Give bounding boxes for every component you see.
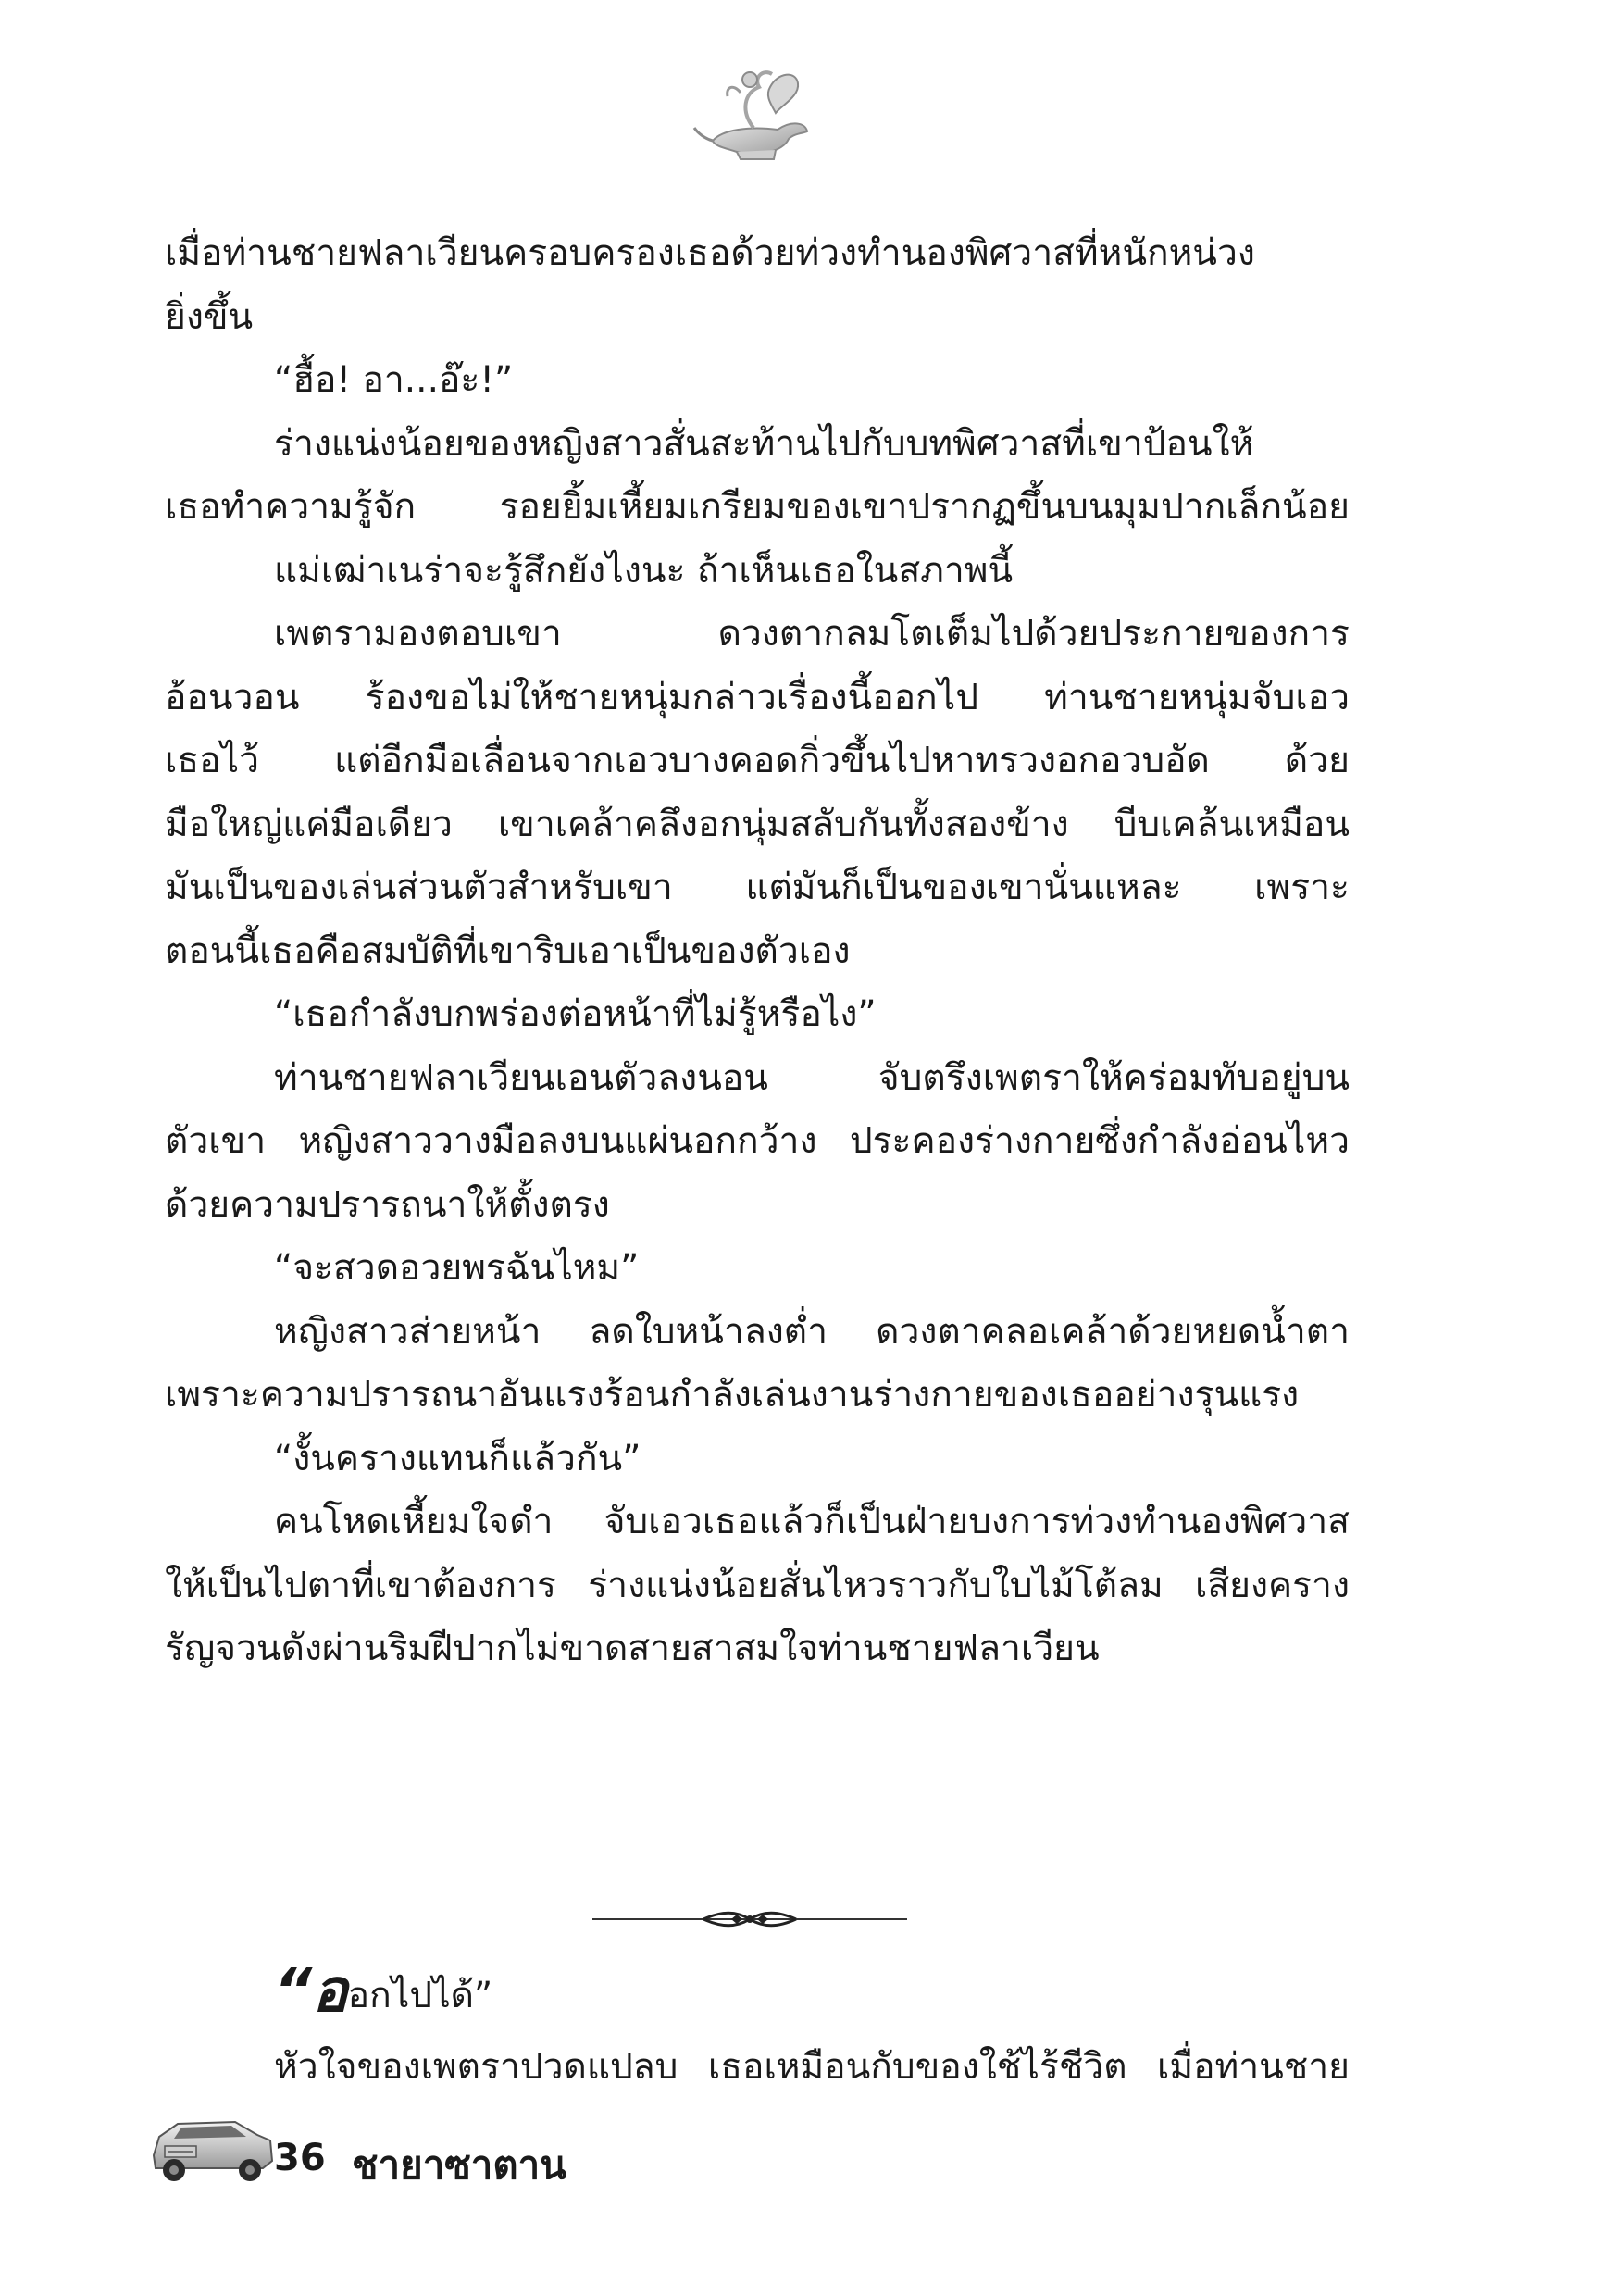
text-line: เพราะความปรารถนาอันแรงร้อนกำลังเล่นงานร่างกายของเธออย่างรุนแรง <box>165 1374 1300 1416</box>
book-title: ชายาซาตาน <box>352 2142 566 2188</box>
dialogue-line: “ฮื้อ! อา...อ๊ะ!” <box>274 359 514 401</box>
ornamental-divider <box>592 1905 907 1933</box>
dialogue-line: “จะสวดอวยพรฉันไหม” <box>274 1247 640 1289</box>
text-line: มือใหญ่แค่มือเดียว เขาเคล้าคลึงอกนุ่มสลับกันทั้งสองข้าง บีบเคล้นเหมือน <box>165 803 1350 845</box>
dropcap-line <box>165 1953 1350 2029</box>
text-line: รัญจวนดังผ่านริมฝีปากไม่ขาดสายสาสมใจท่านชายฟลาเวียน <box>165 1628 1100 1669</box>
page-footer <box>146 2103 702 2205</box>
paragraph-start: ร่างแน่งน้อยของหญิงสาวสั่นสะท้านไปกับบทพิศวาสที่เขาป้อนให้ <box>274 422 1254 465</box>
paragraph-start: เพตรามองตอบเขา ดวงตากลมโตเต็มไปด้วยประกายของการ <box>274 613 1350 655</box>
text-line: ตัวเขา หญิงสาววางมือลงบนแผ่นอกกว้าง ประคองร่างกายซึ่งกำลังอ่อนไหว <box>165 1120 1350 1162</box>
text-line: เมื่อท่านชายฟลาเวียนครอบครองเธอด้วยท่วงทำนองพิศวาสที่หนักหน่วง <box>165 232 1255 274</box>
dropcap-quote: “ <box>274 1957 313 2026</box>
page-number: 36 <box>274 2137 326 2179</box>
body-text <box>165 222 1350 1681</box>
paragraph-start: หญิงสาวส่ายหน้า ลดใบหน้าลงต่ำ ดวงตาคลอเคล้าด้วยหยดน้ำตา <box>274 1310 1350 1353</box>
dropcap-letter: อ <box>312 1957 348 2026</box>
suv-car-icon <box>146 2103 276 2187</box>
dropcap-rest: อกไปได้” <box>347 1975 493 2016</box>
section-text <box>165 1953 1350 2105</box>
dialogue-line: “เธอกำลังบกพร่องต่อหน้าที่ไม่รู้หรือไง” <box>274 993 877 1035</box>
text-line: อ้อนวอน ร้องขอไม่ให้ชายหนุ่มกล่าวเรื่องนี้ออกไป ท่านชายหนุ่มจับเอว <box>165 676 1350 718</box>
paragraph-start: คนโหดเหี้ยมใจดำ จับเอวเธอแล้วก็เป็นฝ่ายบงการท่วงทำนองพิศวาส <box>274 1501 1350 1542</box>
dialogue-line: “งั้นครางแทนก็แล้วกัน” <box>274 1437 641 1479</box>
text-line: เธอทำความรู้จัก รอยยิ้มเหี้ยมเกรียมของเขาปรากฏขึ้นบนมุมปากเล็กน้อย <box>165 486 1350 528</box>
paragraph-start: หัวใจของเพตราปวดแปลบ เธอเหมือนกับของใช้ไร้ชีวิต เมื่อท่านชาย <box>274 2046 1350 2088</box>
text-line: ให้เป็นไปตาที่เขาต้องการ ร่างแน่งน้อยสั่นไหวราวกับใบไม้โต้ลม เสียงคราง <box>165 1564 1350 1606</box>
text-line: ยิ่งขึ้น <box>165 295 254 338</box>
text-line: เธอไว้ แต่อีกมือเลื่อนจากเอวบางคอดกิ่วขึ้นไปหาทรวงอกอวบอัด ด้วย <box>165 740 1350 781</box>
text-line: มันเป็นของเล่นส่วนตัวสำหรับเขา แต่มันก็เป็นของเขานั่นแหละ เพราะ <box>165 867 1350 908</box>
paragraph-start: ท่านชายฟลาเวียนเอนตัวลงนอน จับตรึงเพตราให้คร่อมทับอยู่บน <box>274 1056 1350 1099</box>
text-line: ตอนนี้เธอคือสมบัติที่เขาริบเอาเป็นของตัวเอง <box>165 930 851 972</box>
genie-lamp-icon <box>685 56 824 167</box>
text-line: ด้วยความปรารถนาให้ตั้งตรง <box>165 1183 610 1226</box>
paragraph-start: แม่เฒ่าเนร่าจะรู้สึกยังไงนะ ถ้าเห็นเธอในสภาพนี้ <box>274 549 1014 592</box>
